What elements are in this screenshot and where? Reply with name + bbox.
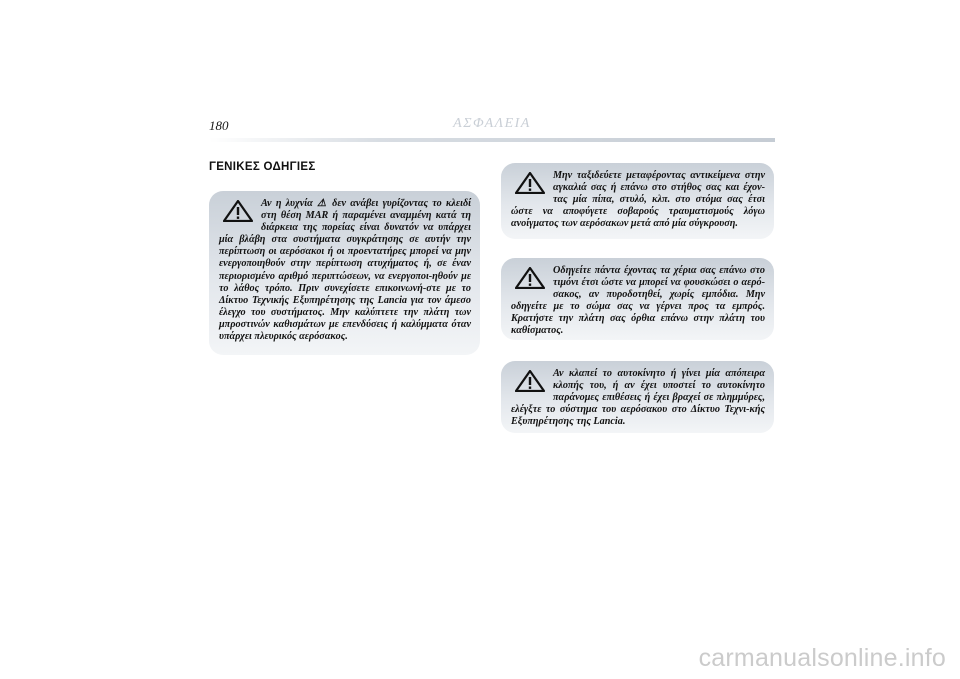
page-number: 180: [209, 118, 229, 133]
warning-box-objects-lap: [501, 163, 774, 239]
warning-text-hands-on-wheel: Οδηγείτε πάντα έχοντας τα χέρια σας επάνω στο τιμόνι έτσι ώστε να μπορεί να φουσκώσει ο αερό-σακος, αν πυροδοτηθεί, χωρίς εμπόδια. Μην οδηγείτε με το σώμα σας να γέρνει προς τα εμπρός. Κρατήστε την πλάτη σας όρθια επάνω στην πλάτη του καθίσματος.: [511, 265, 765, 337]
header-rule: [209, 138, 775, 142]
page-header: [209, 115, 775, 145]
section-title: ΑΣΦΑΛΕΙΑ: [453, 116, 531, 131]
warning-box-airbag-lamp: [209, 191, 480, 355]
warning-text-theft: Αν κλαπεί το αυτοκίνητο ή γίνει μία απόπειρα κλοπής του, ή αν έχει υποστεί το αυτοκίνητο παράνομες επιθέσεις ή έχει βραχεί σε πλημμύρες, ελέγξτε το σύστημα του αερόσακου στο Δίκτυο Τεχνι-κής Εξυπηρέτησης της Lancia.: [511, 368, 765, 428]
warning-box-hands-on-wheel: [501, 258, 774, 340]
warning-box-theft: [501, 361, 774, 433]
warning-triangle-icon: [223, 200, 253, 222]
warning-text-objects-lap: Μην ταξιδεύετε μεταφέροντας αντικείμενα στην αγκαλιά σας ή επάνω στο στήθος σας και έχον-τας μία πίπα, στυλό, κλπ. στο στόμα σας έτσι ώστε να αποφύγετε σοβαρούς τραυματισμούς λόγω ανοίγματος των αερόσακων μετά από μία σύγκρουση.: [511, 170, 765, 230]
warning-triangle-icon: [515, 370, 545, 392]
warning-triangle-icon: [515, 267, 545, 289]
warning-triangle-icon: [515, 172, 545, 194]
general-instructions-heading: ΓΕΝΙΚΕΣ ΟΔΗΓΙΕΣ: [209, 161, 316, 173]
warning-text-airbag-lamp: Αν η λυχνία ⚠ δεν ανάβει γυρίζοντας το κλειδί στη θέση MAR ή παραμένει αναμμένη κατά τη διάρκεια της πορείας είναι δυνατόν να υπάρχει μία βλάβη στα συστήματα συγκράτησης σε αυτήν την περίπτωση οι αερόσακοι ή οι προεντατήρες μπορεί να μην ενεργοποιηθούν στην περίπτωση ατυχήματος ή, σε έναν περιορισμένο αριθμό περιπτώσεων, να ενεργοποι-ηθούν με το λάθος τρόπο. Πριν συνεχίσετε επικοινωνή-στε με το Δίκτυο Τεχνικής Εξυπηρέτησης της Lancia για τον άμεσο έλεγχο του συστήματος. Μην καλύπτετε την πλάτη των μπροστινών καθισμάτων με επενδύσεις ή καλύμματα όταν υπάρχει πλευρικός αερόσακος.: [219, 198, 471, 343]
watermark: carmanualsonline.info: [698, 644, 946, 672]
